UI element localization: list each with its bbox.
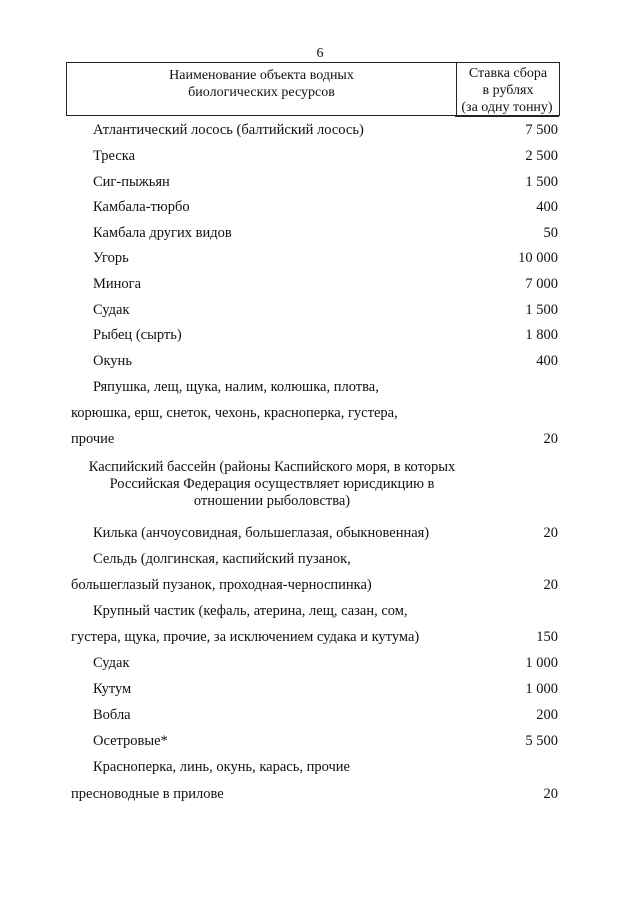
row-7-name: Судак [93, 302, 130, 318]
header-name-line1: Наименование объекта водных [169, 68, 354, 83]
section-heading-line1: Каспийский бассейн (районы Каспийского моря, в которых [88, 459, 456, 475]
row-6-value: 7 000 [525, 276, 558, 292]
row-4-name: Камбала других видов [93, 225, 232, 241]
header-rate-line2: в рублях [482, 83, 534, 98]
row-5-value: 10 000 [518, 250, 558, 266]
row-2-name: Сиг-пыжьян [93, 174, 170, 190]
row-7-value: 1 500 [525, 302, 558, 318]
row2-2-name: большеглазый пузанок, проходная-черноспинка) [71, 577, 372, 593]
row-12-name: прочие [71, 431, 115, 447]
row-12-value: 20 [543, 431, 558, 447]
row-10-name: Ряпушка, лещ, щука, налим, колюшка, плотва, [93, 379, 379, 395]
header-rate-line3: (за одну тонну) [455, 99, 559, 117]
row2-4-value: 150 [536, 629, 558, 645]
header-rate-column [457, 63, 559, 117]
row2-8-name: Осетровые* [93, 733, 168, 749]
row-1-name: Треска [93, 148, 136, 164]
row2-0-value: 20 [543, 525, 558, 541]
row-11-name: корюшка, ерш, снеток, чехонь, красноперка, густера, [71, 405, 398, 421]
section-heading-line2: Российская Федерация осуществляет юрисдикцию в [109, 476, 435, 492]
row2-9-name: Красноперка, линь, окунь, карась, прочие [93, 759, 350, 775]
header-name-column [67, 63, 457, 115]
row-3-name: Камбала-тюрбо [93, 199, 190, 215]
row-8-value: 1 800 [525, 327, 558, 343]
row-8-name: Рыбец (сырть) [93, 327, 182, 343]
row2-7-name: Вобла [93, 707, 131, 723]
row2-7-value: 200 [536, 707, 558, 723]
header-rate-line1: Ставка сбора [468, 66, 548, 81]
row2-6-name: Кутум [93, 681, 132, 697]
row-0-name: Атлантический лосось (балтийский лосось) [93, 122, 364, 138]
row2-3-name: Крупный частик (кефаль, атерина, лещ, сазан, сом, [93, 603, 408, 619]
header-name-line2: биологических ресурсов [188, 85, 335, 100]
row-6-name: Минога [93, 276, 142, 292]
row-3-value: 400 [536, 199, 558, 215]
section-heading-caspian [66, 459, 478, 510]
row2-10-value: 20 [543, 786, 558, 802]
page-number: 6 [316, 46, 324, 61]
row2-5-value: 1 000 [525, 655, 558, 671]
row-0-value: 7 500 [525, 122, 558, 138]
section-heading-line3: отношении рыболовства) [193, 493, 351, 509]
row2-0-name: Килька (анчоусовидная, большеглазая, обыкновенная) [93, 525, 430, 541]
row-1-value: 2 500 [525, 148, 558, 164]
row2-2-value: 20 [543, 577, 558, 593]
row-4-value: 50 [543, 225, 558, 241]
table-header [66, 62, 560, 116]
row2-6-value: 1 000 [525, 681, 558, 697]
row2-8-value: 5 500 [525, 733, 558, 749]
row2-1-name: Сельдь (долгинская, каспийский пузанок, [93, 551, 351, 567]
row2-10-name: пресноводные в прилове [71, 786, 224, 802]
row-5-name: Угорь [93, 250, 129, 266]
row-9-value: 400 [536, 353, 558, 369]
row2-5-name: Судак [93, 655, 130, 671]
row2-4-name: густера, щука, прочие, за исключением судака и кутума) [71, 629, 420, 645]
row-2-value: 1 500 [525, 174, 558, 190]
row-9-name: Окунь [93, 353, 132, 369]
